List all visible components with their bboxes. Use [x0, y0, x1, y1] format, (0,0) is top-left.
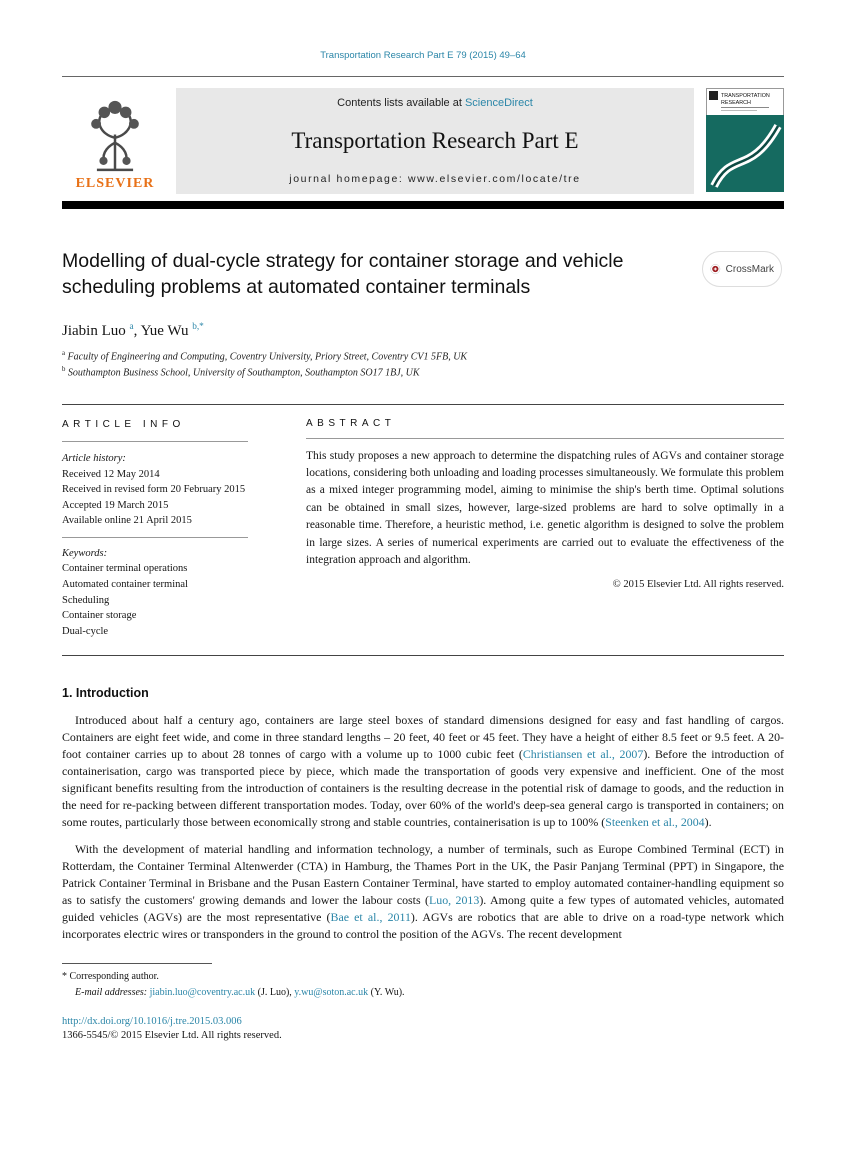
copyright-line: © 2015 Elsevier Ltd. All rights reserved.: [612, 578, 784, 590]
email-link-wu[interactable]: y.wu@soton.ac.uk: [294, 986, 369, 998]
footnote-text: Corresponding author.: [67, 971, 159, 983]
email-link-luo[interactable]: jiabin.luo@coventry.ac.uk: [149, 986, 256, 998]
footnote-text: (J. Luo),: [255, 986, 295, 998]
affiliation-marker: b: [62, 365, 66, 373]
email-label: E-mail addresses:: [75, 986, 150, 998]
elsevier-logo[interactable]: [62, 88, 168, 194]
keyword-item: Automated container terminal: [62, 579, 188, 591]
citation-link-bae-2011[interactable]: Bae et al., 2011: [330, 910, 411, 925]
article-info-column: [62, 418, 248, 640]
authors-line: [62, 322, 784, 340]
section-heading-introduction: 1. Introduction: [62, 686, 149, 701]
footnote-divider: [62, 963, 212, 964]
affiliation-text: Southampton Business School, University of Southampton, Southampton SO17 1BJ, UK: [65, 367, 420, 378]
paragraph-text: Introduced about half a century ago, containers are large steel boxes of standard dimensions designed for easy and fast handling of cargos. Containers are eight feet wide, and come in three standard lengths – 20 feet, 40 feet or 45 feet. They have a height of either 8.5 feet or 9.5 feet. A 20-foot container carries up to about 28 tonnes of cargo with a volume up to 1000 cubic feet (: [62, 713, 784, 762]
article-info-heading: ARTICLE INFO: [62, 418, 185, 430]
divider: [62, 537, 248, 538]
footnote-marker: *: [62, 971, 67, 983]
crossmark-label: CrossMark: [725, 263, 774, 275]
contents-line: [337, 97, 533, 109]
history-item: Available online 21 April 2015: [62, 515, 192, 527]
elsevier-wordmark: ELSEVIER: [75, 176, 155, 191]
email-addresses-note: [75, 985, 784, 1001]
keyword-item: Dual-cycle: [62, 625, 109, 637]
paragraph-text: ). Before the introduction of containerisation, cargo was transported piece by piece, which made the transportation of goods very expensive and inefficient. One of the most significant benefits resulting from the introduction of containers is the resulting decrease in the potential risk of damage to goods, and the reduction in the need for re-packing between different transportation modes. Today, over 60% of the world's deep-sea general cargo is transported in containers; on some routes, particularly those between economically strong and stable countries, containerisation is up to 100% (: [62, 747, 784, 830]
journal-homepage-link[interactable]: journal homepage: www.elsevier.com/locate/tre: [289, 173, 581, 185]
affiliation-corresponding-link[interactable]: b,*: [192, 321, 204, 332]
svg-text:TRANSPORTATION: TRANSPORTATION: [721, 93, 770, 99]
article-info-abstract-section: [62, 404, 784, 657]
title-block: [62, 249, 784, 301]
journal-header: [62, 88, 784, 194]
divider-thick: [62, 201, 784, 209]
crossmark-badge[interactable]: [702, 251, 782, 287]
svg-text:RESEARCH: RESEARCH: [721, 100, 751, 106]
issn-copyright-line: 1366-5545/© 2015 Elsevier Ltd. All rights reserved.: [62, 1030, 282, 1042]
keyword-item: Scheduling: [62, 594, 110, 606]
doi-line: [62, 1016, 784, 1027]
keyword-item: Container storage: [62, 610, 137, 622]
journal-banner: [176, 88, 694, 194]
keyword-item: Container terminal operations: [62, 563, 188, 575]
abstract-column: [306, 418, 784, 640]
citation-link-luo-2013[interactable]: Luo, 2013: [428, 893, 480, 908]
article-title: Modelling of dual-cycle strategy for container storage and vehicle scheduling problems at automated container terminals: [62, 250, 624, 298]
affiliations: [62, 349, 784, 381]
journal-title: Transportation Research Part E: [291, 128, 579, 153]
sciencedirect-link[interactable]: ScienceDirect: [464, 97, 533, 109]
paragraph-text: ). Among quite a few types of automated vehicles, automated guided vehicles (AGVs) are the most representative (: [62, 893, 784, 925]
corresponding-author-note: [62, 969, 784, 985]
journal-reference-link[interactable]: Transportation Research Part E 79 (2015) 49–64: [320, 50, 526, 61]
divider: [62, 76, 784, 77]
elsevier-tree-icon: [71, 100, 159, 174]
contents-prefix: Contents lists available at: [337, 97, 465, 109]
history-item: Accepted 19 March 2015: [62, 499, 169, 511]
affiliation-marker: a: [62, 349, 66, 357]
affiliation-link-a[interactable]: a: [129, 321, 134, 332]
affiliation-a: [62, 349, 784, 365]
citation-link-steenken-2004[interactable]: Steenken et al., 2004: [605, 815, 705, 830]
footnotes: [62, 963, 784, 1000]
history-item: Received in revised form 20 February 2015: [62, 484, 246, 496]
keywords-label: Keywords:: [62, 547, 108, 559]
history-item: Received 12 May 2014: [62, 468, 160, 480]
footnote-text: (Y. Wu).: [368, 986, 405, 998]
abstract-text: This study proposes a new approach to determine the dispatching rules of AGVs and container storage locations, considering both unloading and loading processes simultaneously. We formulate this problem as a mixed integer programming model, aiming to minimise the ship's berth time. Optimal solutions can be obtained in small sizes, however, large-sized problems are hard to solve optimally in a reasonable time. Therefore, a heuristic method, i.e. genetic algorithm is designed to solve the problem in large sizes. A series of numerical experiments are carried out to evaluate the effectiveness of the integration approach and algorithm.: [306, 449, 784, 567]
affiliation-b: [62, 365, 784, 381]
divider: [306, 438, 784, 439]
journal-cover-thumbnail[interactable]: [706, 88, 784, 192]
citation-link-christiansen-2007[interactable]: Christiansen et al., 2007: [522, 747, 644, 762]
paragraph-text: ).: [704, 815, 712, 830]
paragraph-text: With the development of material handling and information technology, a number of terminals, such as Europe Combined Terminal (ECT) in Rotterdam, the Container Terminal Altenwerder (CTA) in Hamburg, the Thames Port in the UK, the Pasir Panjang Terminal (PPT) in Singapore, the Patrick Container Terminal in Brisbane and the Pusan Eastern Container Terminal, have started to employ automated container-handling equipment so as to satisfy the customers' growing demands and lower the labour costs (: [62, 842, 784, 908]
intro-paragraph-1: [62, 712, 784, 831]
article-history-label: Article history:: [62, 453, 126, 465]
doi-link[interactable]: http://dx.doi.org/10.1016/j.tre.2015.03.006: [62, 1016, 242, 1028]
abstract-heading: ABSTRACT: [306, 417, 396, 429]
intro-paragraph-2: [62, 841, 784, 943]
author-name: , Yue Wu: [133, 322, 193, 339]
crossmark-icon: [710, 257, 721, 281]
paragraph-text: ). AGVs are robotics that are able to drive on a road-type network which incorporates electric wires or transponders in the ground to control the position of the AGVs. The recent development: [62, 910, 784, 942]
affiliation-text: Faculty of Engineering and Computing, Coventry University, Priory Street, Coventry CV1 5FB, UK: [65, 351, 468, 363]
journal-cover-image: [706, 88, 784, 192]
divider: [62, 441, 248, 442]
author-name: Jiabin Luo: [62, 322, 130, 339]
